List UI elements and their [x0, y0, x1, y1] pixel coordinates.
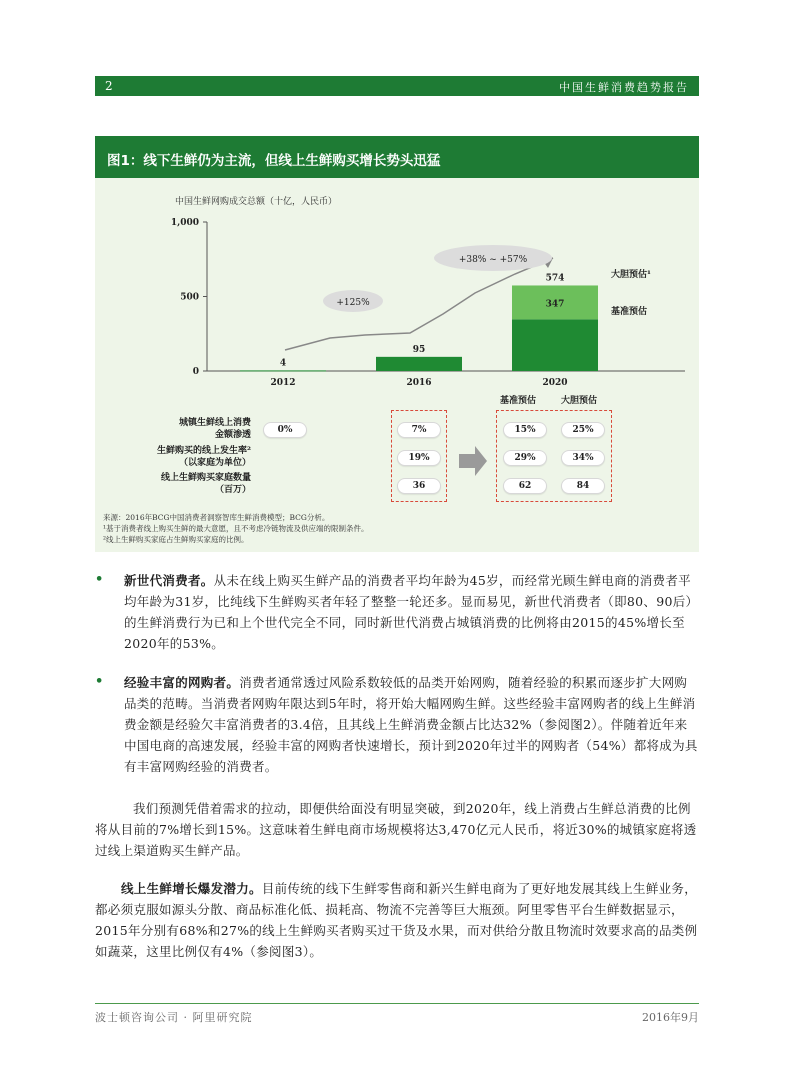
row-label-households: 线上生鲜购买家庭数量 （百万）: [160, 473, 251, 495]
paragraph-growth-potential: 线上生鲜增长爆发潜力。目前传统的线下生鲜零售商和新兴生鲜电商为了更好地发展其线上生鲜业务，都必须克服如源头分散、商品标准化低、损耗高、物流不完善等巨大瓶颈。阿里零售平台生鲜数据显示，2015年分别有68%和27%的线上生鲜购买者购买过干货及水果，而对供给分散且物流时效要求高的品类例如蔬菜，这里比例仅有4%（参阅图3）。: [95, 881, 698, 959]
legend-base-estimate: 基准预估: [611, 307, 648, 317]
x-tick-label-2012: 2012: [270, 378, 296, 388]
row-label-penetration: 城镇生鲜线上消费 金额渗透: [178, 418, 251, 440]
x-tick-label-2020: 2020: [542, 378, 568, 388]
page-number: 2: [105, 79, 113, 93]
figure-footnote-2: ²线上生鲜购买家庭占生鲜购买家庭的比例。: [103, 535, 249, 544]
x-tick-label-2016: 2016: [406, 378, 432, 388]
figure-body: [95, 178, 699, 552]
pill-2020-bold-penetration: 25%: [561, 422, 605, 438]
figure-footnote-1: ¹基于消费者线上购买生鲜的最大意愿，且不考虑冷链物流及供应端的限制条件。: [103, 524, 369, 533]
y-axis-label: 中国生鲜网购成交总额（十亿，人民币）: [175, 197, 338, 207]
footer-divider: [95, 1003, 699, 1004]
growth-label-1: +125%: [336, 298, 370, 308]
right-arrow-icon: [459, 446, 487, 476]
pill-2016-incidence: 19%: [397, 450, 441, 466]
pill-2020-bold-households: 84: [561, 478, 605, 494]
row-label-incidence: 生鲜购买的线上发生率² （以家庭为单位）: [157, 446, 251, 468]
figure-1: [95, 136, 699, 552]
bar-total-2012: 4: [279, 358, 287, 369]
footer-publisher: 波士顿咨询公司 · 阿里研究院: [95, 1011, 253, 1024]
legend-bold-estimate: 大胆预估¹: [611, 270, 651, 280]
bar-base-2016: [376, 357, 462, 371]
pill-2012-penetration: 0%: [263, 422, 307, 438]
col-head-bold: 大胆预估: [561, 396, 598, 406]
y-tick-label: 500: [180, 292, 199, 303]
paragraph-lead: 经验丰富的网购者。: [124, 675, 240, 690]
paragraph-new-generation: 新世代消费者。从未在线上购买生鲜产品的消费者平均年龄为45岁，而经常光顾生鲜电商的消费者平均年龄为31岁，比纯线下生鲜购买者年轻了整整一轮还多。显而易见，新世代消费者（即80、90后）的生鲜消费行为已和上个世代完全不同，同时新世代消费占城镇消费的比例将由2015的45%增长至2020年的53%。: [124, 573, 693, 651]
growth-label-2: +38% ~ +57%: [458, 255, 528, 265]
figure-title: 图1：线下生鲜仍为主流，但线上生鲜购买增长势头迅猛: [95, 136, 699, 178]
bullet-icon: •: [95, 572, 104, 587]
pill-2020-base-incidence: 29%: [503, 450, 547, 466]
bar-total-2016: 95: [412, 344, 426, 355]
pill-2016-penetration: 7%: [397, 422, 441, 438]
page-header: [95, 76, 699, 96]
figure-source: 来源：2016年BCG中国消费者洞察智库生鲜消费模型；BCG分析。: [103, 513, 330, 522]
pill-2020-base-households: 62: [503, 478, 547, 494]
bar-total-2020: 574: [545, 273, 565, 284]
paragraph-lead: 新世代消费者。: [124, 573, 214, 588]
pill-2020-base-penetration: 15%: [503, 422, 547, 438]
paragraph-experienced-shoppers: 经验丰富的网购者。消费者通常透过风险系数较低的品类开始网购，随着经验的积累而逐步扩大网购品类的范畴。当消费者网购年限达到5年时，将开始大幅网购生鲜。这些经验丰富网购者的线上生鲜消费金额是经验欠丰富消费者的3.4倍，且其线上生鲜消费金额占比达32%（参阅图2）。伴随着近年来中国电商的高速发展，经验丰富的网购者快速增长，预计到2020年过半的网购者（54%）都将成为具有丰富网购经验的消费者。: [124, 675, 698, 774]
bar-base-2012: [240, 370, 326, 371]
paragraph-lead: 线上生鲜增长爆发潜力。: [121, 881, 262, 896]
footer-date: 2016年9月: [642, 1011, 699, 1024]
report-title: 中国生鲜消费趋势报告: [559, 81, 689, 94]
y-tick-label: 1,000: [170, 218, 199, 228]
bar-base-2020: [512, 319, 598, 371]
y-tick-label: 0: [192, 367, 199, 377]
pill-2016-households: 36: [397, 478, 441, 494]
bullet-icon: •: [95, 674, 104, 689]
bar-base-value-2020: 347: [545, 299, 565, 310]
paragraph-forecast: 我们预测凭借着需求的拉动，即便供给面没有明显突破，到2020年，线上消费占生鲜总消费的比例将从目前的7%增长到15%。这意味着生鲜电商市场规模将达3,470亿元人民币，将近30%的城镇家庭将透过线上渠道购买生鲜产品。: [95, 801, 697, 858]
pill-2020-bold-incidence: 34%: [561, 450, 605, 466]
col-head-base: 基准预估: [500, 396, 537, 406]
